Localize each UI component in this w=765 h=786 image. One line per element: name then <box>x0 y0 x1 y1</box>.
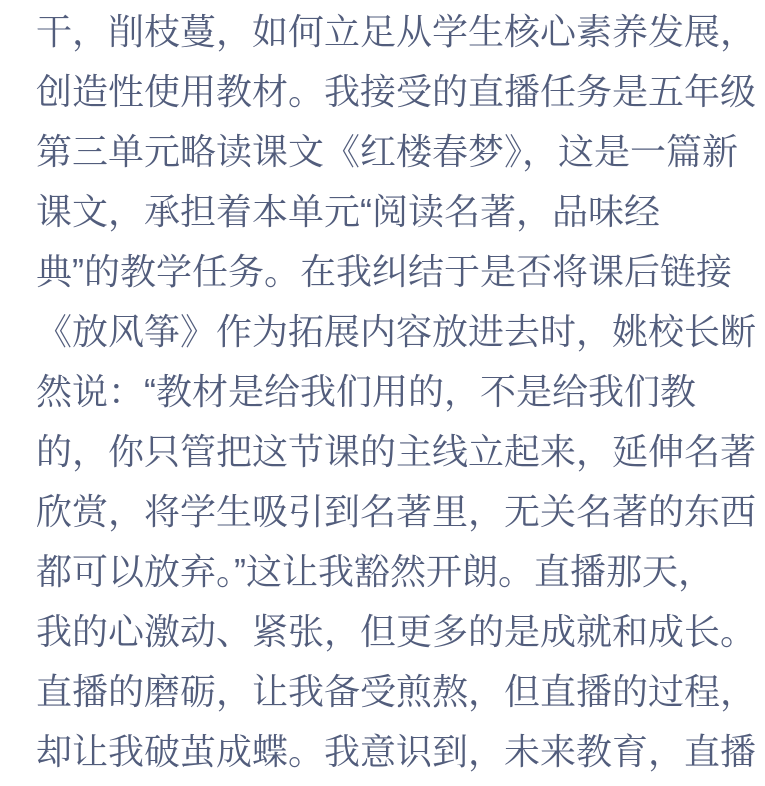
text-line: 第三单元略读课文《红楼春梦》，这是一篇新 <box>36 131 739 172</box>
text-line: 课文，承担着本单元“阅读名著，品味经 <box>36 191 660 232</box>
text-line: 却让我破茧成蝶。我意识到，未来教育，直播 <box>36 731 757 772</box>
text-line: 直播的磨砺，让我备受煎熬，但直播的过程， <box>36 671 757 712</box>
text-line: 欣赏，将学生吸引到名著里，无关名著的东西 <box>36 491 757 532</box>
text-line: 我的心激动、紧张，但更多的是成就和成长。 <box>36 611 757 652</box>
text-line: 的，你只管把这节课的主线立起来，延伸名著 <box>36 431 757 472</box>
text-line: 然说：“教材是给我们用的，不是给我们教 <box>36 371 696 412</box>
text-line: 《放风筝》作为拓展内容放进去时，姚校长断 <box>36 311 757 352</box>
text-line: 典”的教学任务。在我纠结于是否将课后链接 <box>36 251 732 292</box>
text-line: 创造性使用教材。我接受的直播任务是五年级 <box>36 71 757 112</box>
text-line: 都可以放弃。”这让我豁然开朗。直播那天， <box>36 551 714 592</box>
text-line: 干，削枝蔓，如何立足从学生核心素养发展， <box>36 11 757 52</box>
